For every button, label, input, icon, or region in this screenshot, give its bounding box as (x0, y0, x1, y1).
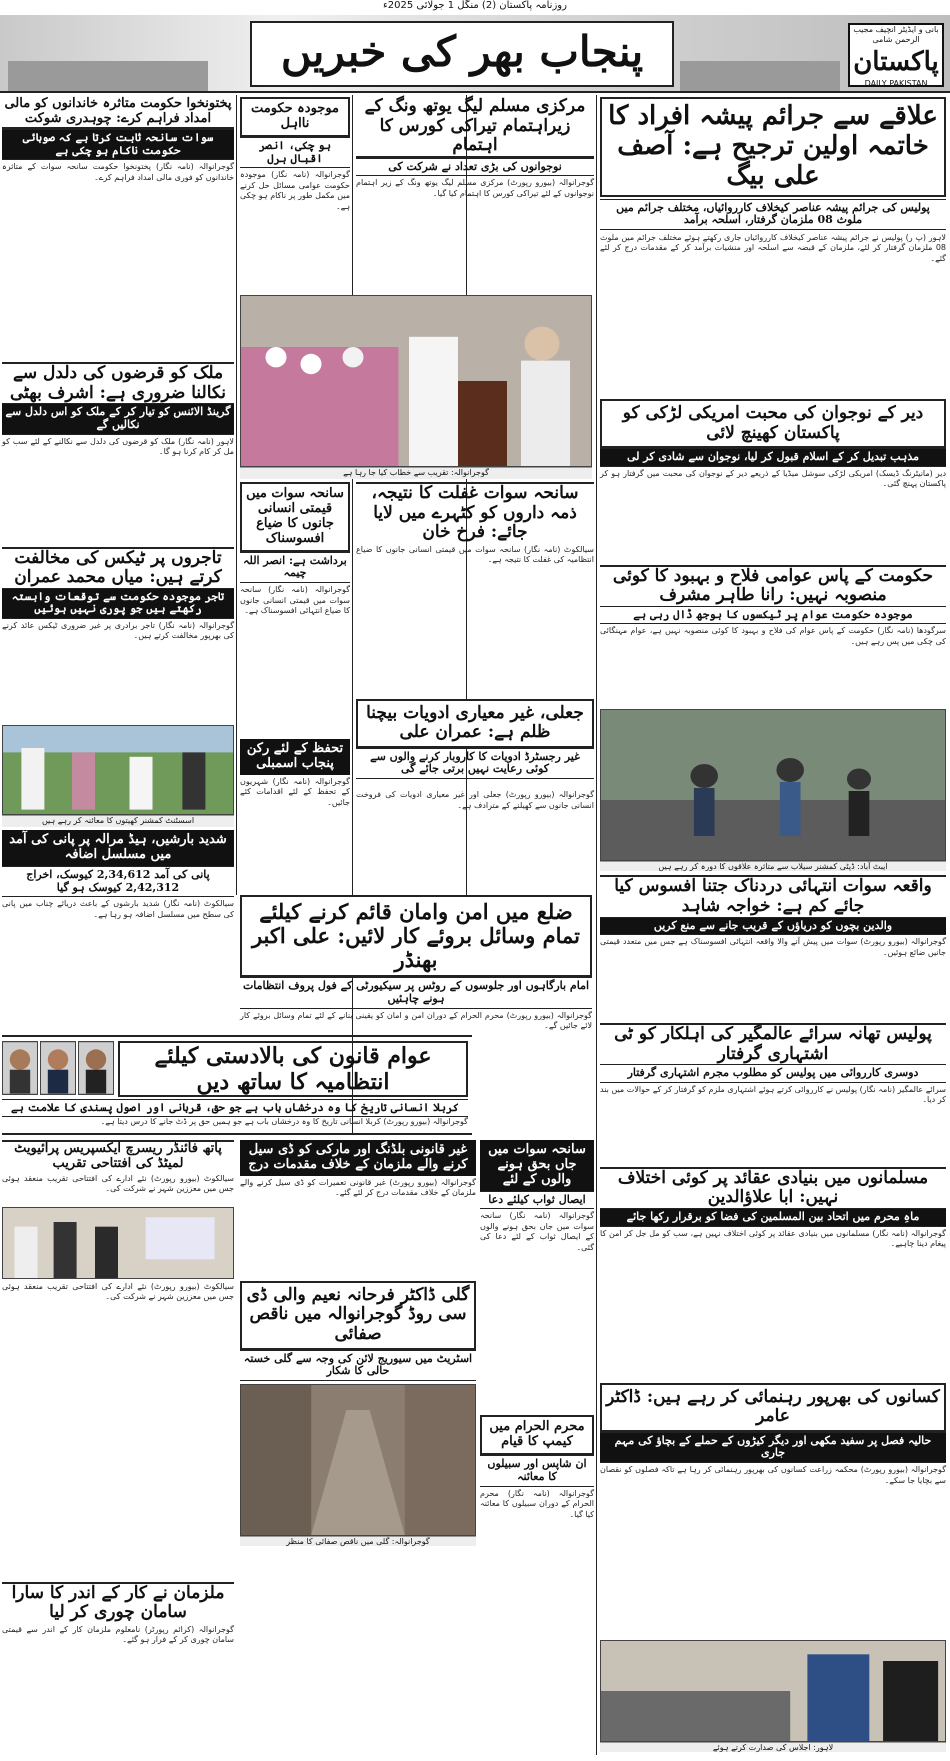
masthead-banner (0, 15, 950, 93)
story-traders-tax: گوجرانوالہ (نامہ نگار) تاجر برادری پر غیر ضروری ٹیکس عائد کرنے کی بھرپور مخالفت کرتے ہیں۔ (2, 620, 234, 641)
headline-traders-tax: تاجروں پر ٹیکس کی مخالفت کرتے ہیں: میاں محمد عمران (2, 547, 234, 588)
photo-meeting (600, 1640, 946, 1742)
ali-akbar-story (240, 895, 592, 1035)
photo-pathfinder (2, 1207, 234, 1279)
subheadline-headmarala: پانی کی آمد 2,34,612 کیوسک، اخراج 2,42,312 کیوسک ہو گیا (2, 866, 234, 897)
story-ansarullah: گوجرانوالہ (نامہ نگار) سانحہ سوات میں قیمتی انسانی جانوں کا ضیاع انتہائی افسوسناک ہے۔ (240, 585, 350, 616)
story-ali-akbar: گوجرانوالہ (بیورو رپورٹ) محرم الحرام کے دوران امن و امان کو یقینی بنانے کے لئے تمام وسائل بروئے کار لائے جائیں گے۔ (240, 1010, 592, 1031)
headmarala-story (2, 830, 234, 1035)
photo-caption-ceremony: گوجرانوالہ: تقریب سے خطاب کیا جا رہا ہے (240, 467, 592, 479)
story-alauddin: گوجرانوالہ (نامہ نگار) مسلمانوں میں بنیادی عقائد پر کوئی اختلاف نہیں ہے، سب کو مل جل کر امن کا پیغام دینا چاہیے۔ (600, 1228, 946, 1249)
lower-left (2, 1140, 234, 1755)
subheadline-fake-medicines: غیر رجسٹرڈ ادویات کا کاروبار کرنے والوں سے کوئی رعایت نہیں برتی جائے گی (356, 748, 594, 779)
photo-caption-meeting: لاہور: اجلاس کی صدارت کرتے ہوئے (600, 1742, 946, 1752)
headline-headmarala: شدید بارشیں، ہیڈ مرالہ پر پانی کی آمد میں مسلسل اضافہ (2, 830, 234, 866)
headline-sarai-alamgir: پولیس تھانہ سرائے عالمگیر کی اہلکار کو ٹی اشتہاری گرفتار (600, 1023, 946, 1064)
subheadline-street-cleanliness: اسٹریٹ میں سیوریج لائن کی وجہ سے گلی خستہ حالی کا شکار (240, 1350, 476, 1381)
subheadline-rana-tahir: موجودہ حکومت عوام پر ٹیکسوں کا بوجھ ڈال رہی ہے (600, 606, 946, 625)
center-lower (356, 482, 594, 776)
portrait-3 (78, 1041, 114, 1095)
subheadline-swat-khawaja: والدین بچوں کو دریاؤں کے قریب جانے سے منع کریں (600, 917, 946, 936)
column-left-center-lower (240, 482, 350, 892)
subheadline-ashraf-bhatti: گرینڈ الائنس کو تیار کر کے ملک کو اس دلدل سے نکالیں گے (2, 403, 234, 434)
headline-ansarullah: سانحہ سوات میں قیمتی انسانی جانوں کا ضیاع افسوسناک (240, 482, 350, 552)
subheadline-kp-aid: سوات سانحہ ثابت کرتا ہے کہ صوبائی حکومت ناکام ہو چکی ہے (2, 129, 234, 160)
story-dir-youth: دیر (مانیٹرنگ ڈیسک) امریکی لڑکی سوشل میڈیا کے ذریعے دیر کے نوجوان کی محبت میں گرفتار ہو کر پاکستان پہنچ گئی۔ (600, 468, 946, 489)
headline-dir-youth: دیر کے نوجوان کی محبت امریکی لڑکی کو پاکستان کھینچ لائی (600, 399, 946, 448)
folio-line: روزنامہ پاکستان (2) منگل 1 جولائی 2025ء (383, 0, 567, 11)
story-muharram-camp: گوجرانوالہ (نامہ نگار) محرم الحرام کے دوران سبیلوں کا معائنہ کیا گیا۔ (480, 1488, 594, 1519)
photo-caption-street: گوجرانوالہ: گلی میں ناقص صفائی کا منظر (240, 1536, 476, 1546)
headline-swimming-course: مرکزی مسلم لیگ یوتھ ونگ کے زیراہتمام تیراکی کورس کا اہتمام (356, 97, 594, 158)
headline-mpa: تحفظ کے لئے رکن پنجاب اسمبلی (240, 739, 350, 775)
headline-farmers: کسانوں کی بھرپور رہنمائی کر رہے ہیں: ڈاکٹر عامر (600, 1383, 946, 1432)
story-sarai-alamgir: سرائے عالمگیر (نامہ نگار) پولیس نے کارروائی کرتے ہوئے اشتہاری ملزم کو گرفتار کر کے حوالات میں بند کر دیا۔ (600, 1084, 946, 1105)
portrait-2 (40, 1041, 76, 1095)
portrait-1 (2, 1041, 38, 1095)
story-illegal-building: گوجرانوالہ (بیورو رپورٹ) غیر قانونی تعمیرات کو ڈی سیل کرنے والے ملزمان کے خلاف مقدمات درج کر لئے گئے۔ (240, 1177, 476, 1198)
feature-strip (2, 1035, 472, 1135)
headline-ashraf-bhatti: ملک کو قرضوں کی دلدل سے نکالنا ضروری ہے: اشرف بھٹی (2, 362, 234, 403)
story-swat-khawaja: گوجرانوالہ (بیورو رپورٹ) سوات میں پیش آنے والا واقعہ انتہائی افسوسناک ہے جس میں متعدد قیمتی جانیں ضائع ہوئیں۔ (600, 937, 946, 957)
headline-swat-khawaja: واقعہ سوات انتہائی دردناک جتنا افسوس کیا جائے کم ہے: خواجہ شاہد (600, 875, 946, 916)
headline-muharram-camp: محرم الحرام میں کیمپ کا قیام (480, 1415, 594, 1455)
photo-field-inspection (2, 725, 234, 815)
lead-story-body: لاہور (پ ر) پولیس نے جرائم پیشہ عناصر کیخلاف کارروائیاں جاری رکھتے ہوئے مختلف جرائم میں ملوث 08 ملزمان گرفتار کر لئے، ملزمان کے قبضہ سے اسلحہ اور منشیات برآمد کر کے مقدمات درج کر لئے گئے۔ (600, 232, 946, 263)
subheadline-alauddin: ماہِ محرم میں اتحاد بین المسلمین کی فضا کو برقرار رکھا جائے (600, 1208, 946, 1227)
newspaper-logo (848, 23, 944, 87)
headline-govt-failed: موجودہ حکومت نااہل (240, 97, 350, 137)
page-title: پنجاب بھر کی خبریں (250, 21, 674, 87)
photo-caption-field: اسسٹنٹ کمشنر کھیتوں کا معائنہ کر رہے ہیں (2, 815, 234, 827)
story-ashraf-bhatti: لاہور (نامہ نگار) ملک کو قرضوں کی دلدل سے نکالنے کے لئے سب کو مل کر کام کرنا ہو گا۔ (2, 436, 234, 457)
headline-ali-akbar: ضلع میں امن وامان قائم کرنے کیلئے تمام وسائل بروئے کار لائیں: علی اکبر بھنڈر (240, 895, 592, 977)
headline-swat-farrukh: سانحہ سوات غفلت کا نتیجہ، ذمہ داروں کو کٹہرے میں لایا جائے: فرخ خان (356, 482, 594, 543)
story-swat-prayer: گوجرانوالہ (نامہ نگار) سانحہ سوات میں جاں بحق ہونے والوں کے ایصال ثواب کے لئے دعا کی گئی۔ (480, 1211, 594, 1252)
story-fake-medicines: گوجرانوالہ (بیورو رپورٹ) جعلی اور غیر معیاری ادویات کی فروخت انسانی جانوں سے کھیلنے کے مترادف ہے۔ (356, 790, 594, 810)
subheadline-ali-akbar: امام بارگاہوں اور جلوسوں کے روٹس پر سیکیورٹی کے فول پروف انتظامات ہونے چاہئیں (240, 977, 592, 1008)
story-pathfinder-cont: سیالکوٹ (بیورو رپورٹ) نئے ادارے کی افتتاحی تقریب منعقد ہوئی جس میں معززین شہر نے شرکت کی۔ (2, 1281, 234, 1302)
subheadline-farmers: حالیہ فصل پر سفید مکھی اور دیگر کیڑوں کے حملے کے بچاؤ کی مہم جاری (600, 1432, 946, 1463)
story-kp-aid: گوجرانوالہ (نامہ نگار) پختونخوا حکومت سانحہ سوات کے متاثرہ خاندانوں کو فوری مالی امداد فراہم کرے۔ (2, 162, 234, 182)
headline-swat-prayer: سانحہ سوات میں جاں بحق ہونے والوں کے لئے (480, 1140, 594, 1191)
headline-law-supremacy: عوام قانون کی بالادستی کیلئے انتظامیہ کا ساتھ دیں (118, 1041, 468, 1097)
headline-rana-tahir: حکومت کے پاس عوامی فلاح و بہبود کا کوئی منصوبہ نہیں: رانا طاہر مشرف (600, 565, 946, 606)
headline-street-cleanliness: گلی ڈاکٹر فرحانہ نعیم والی ڈی سی روڈ گوجرانوالہ میں ناقص صفائی (240, 1281, 476, 1350)
subheadline-sarai-alamgir: دوسری کارروائی میں پولیس کو مطلوب مجرم اشتہاری گرفتار (600, 1064, 946, 1083)
story-pathfinder: سیالکوٹ (بیورو رپورٹ) نئے ادارے کی افتتاحی تقریب منعقد ہوئی جس میں معززین شہر نے شرکت کی۔ (2, 1173, 234, 1194)
lead-subheadline: پولیس کی جرائم پیشہ عناصر کیخلاف کارروائیاں، مختلف جرائم میں ملوث 08 ملزمان گرفتار، اسلحہ برآمد (600, 199, 946, 230)
subheadline-govt-failed: ہو چکی، انصر اقبال ہرل (240, 137, 350, 168)
subheadline-traders-tax: تاجر موجودہ حکومت سے توقعات وابستہ رکھتے ہیں جو پوری نہیں ہوئیں (2, 588, 234, 619)
headline-alauddin: مسلمانوں میں بنیادی عقائد پر کوئی اختلاف نہیں: ابا علاؤالدین (600, 1167, 946, 1208)
subheadline-swimming-course: نوجوانوں کی بڑی تعداد نے شرکت کی (356, 158, 594, 177)
subheadline-law-supremacy: کربلا انسانی تاریخ کا وہ درخشاں باب ہے جو حق، قربانی اور اصول پسندی کا علامت ہے (2, 1099, 468, 1117)
story-headmarala: سیالکوٹ (نامہ نگار) شدید بارشوں کے باعث دریائے چناب میں پانی کی سطح میں مسلسل اضافہ ہو رہا ہے۔ (2, 899, 234, 919)
skyline-art (8, 61, 208, 91)
subheadline-swat-prayer: ایصال ثواب کیلئے دعا (480, 1191, 594, 1210)
story-car-theft: گوجرانوالہ (کرائم رپورٹر) نامعلوم ملزمان کار کے اندر سے قیمتی سامان چوری کر کے فرار ہو گئے۔ (2, 1624, 234, 1645)
photo-flood-visit (600, 709, 946, 861)
logo-wordmark: پاکستان (853, 47, 939, 77)
subheadline-ansarullah: برداشت ہے: انصر اللہ چیمہ (240, 552, 350, 583)
headline-car-theft: ملزمان نے کار کے اندر کا سارا سامان چوری کر لیا (2, 1582, 234, 1623)
story-law-supremacy: گوجرانوالہ (بیورو رپورٹ) کربلا انسانی تاریخ کا وہ درخشاں باب ہے جو ہمیں حق پر ڈٹ جانے کا درس دیتا ہے۔ (100, 1117, 468, 1126)
headline-kp-aid: پختونخوا حکومت متاثرہ خاندانوں کو مالی امداد فراہم کرے: چوہدری شوکت (2, 97, 234, 129)
skyline-art-right (680, 61, 840, 91)
column-left-center (240, 97, 350, 293)
photo-caption-flood: ایبٹ آباد: ڈپٹی کمشنر سیلاب سے متاثرہ علاقوں کا دورہ کر رہے ہیں (600, 861, 946, 871)
story-rana-tahir: سرگودھا (نامہ نگار) حکومت کے پاس عوام کی فلاح و بہبود کا کوئی منصوبہ نہیں ہے، عوام مہنگائی کی چکی میں پس رہے ہیں۔ (600, 626, 946, 646)
story-govt-failed: گوجرانوالہ (نامہ نگار) موجودہ حکومت عوامی مسائل حل کرنے میں مکمل طور پر ناکام ہو چکی ہے۔ (240, 170, 350, 211)
story-swat-farrukh: سیالکوٹ (نامہ نگار) سانحہ سوات میں قیمتی انسانی جانوں کا ضیاع انتظامیہ کی غفلت کا نتیجہ ہے۔ (356, 544, 594, 565)
subheadline-dir-youth: مذہب تبدیل کر کے اسلام قبول کر لیا، نوجوان سے شادی کر لی (600, 448, 946, 467)
subheadline-muharram-camp: ان شاپس اور سبیلوں کا معائنہ (480, 1455, 594, 1486)
headline-fake-medicines: جعلی، غیر معیاری ادویات بیچنا ظلم ہے: عمران علی (356, 699, 594, 748)
headline-illegal-building: غیر قانونی بلڈنگ اور مارکی کو ڈی سیل کرنے والے ملزمان کے خلاف مقدمات درج (240, 1140, 476, 1176)
photo-street (240, 1384, 476, 1536)
lower-middle (240, 1140, 476, 1755)
logo-subline: DAILY PAKISTAN (864, 79, 928, 88)
lead-headline: علاقے سے جرائم پیشہ افراد کا خاتمہ اولین ترجیح ہے: آصف علی بیگ (600, 97, 946, 197)
photo-ceremony (240, 295, 592, 467)
headline-pathfinder: پاتھ فائنڈر ریسرچ ایکسپریس پرائیویٹ لمیٹڈ کی افتتاحی تقریب (2, 1140, 234, 1172)
story-swimming-course: گوجرانوالہ (بیورو رپورٹ) مرکزی مسلم لیگ یوتھ ونگ کے زیر اہتمام نوجوانوں کے لئے تیراکی کورس کا اہتمام کیا گیا۔ (356, 178, 594, 198)
bottom-photo-block (600, 1640, 946, 1755)
story-mpa: گوجرانوالہ (نامہ نگار) شہریوں کے تحفظ کے لئے اقدامات کئے جائیں۔ (240, 776, 350, 807)
logo-top-line: بانی و ایڈیٹر انچیف مجیب الرحمن شامی (853, 25, 939, 44)
column-right (600, 97, 946, 1757)
story-farmers: گوجرانوالہ (بیورو رپورٹ) محکمہ زراعت کسانوں کی بھرپور رہنمائی کر رہا ہے تاکہ فصلوں کو نقصان سے بچایا جا سکے۔ (600, 1465, 946, 1485)
lower-center-right (480, 1140, 594, 1755)
